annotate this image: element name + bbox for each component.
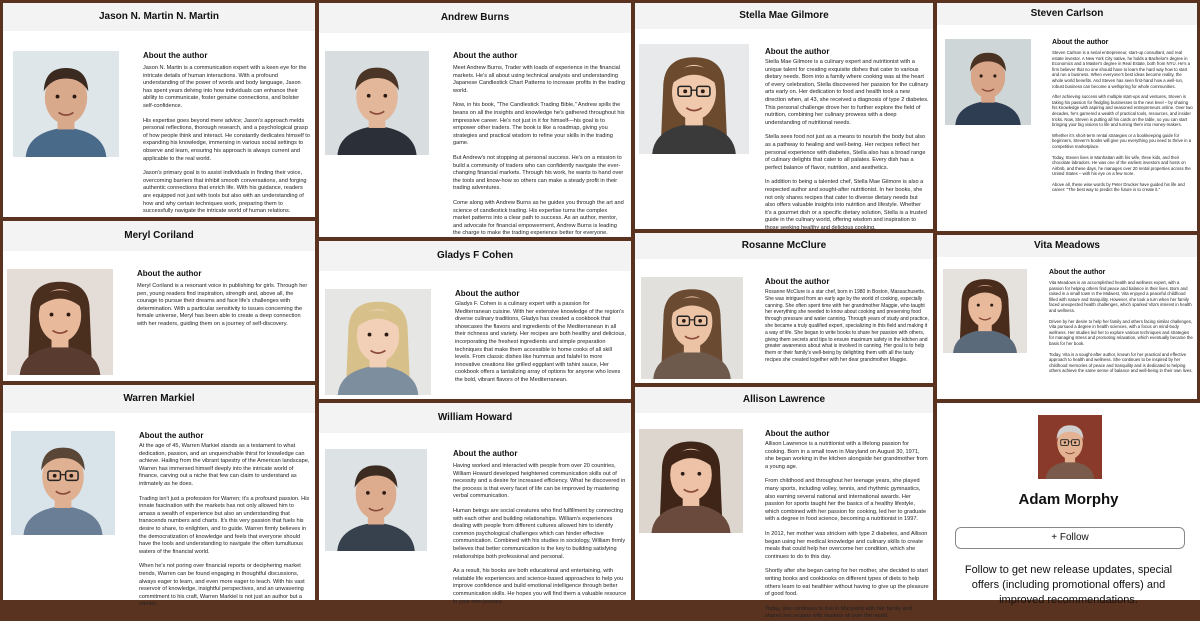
bio-paragraph: Stella Mae Gilmore is a culinary expert and nutritionist with a unique talent for creating exquisite dishes that cater to various dietary needs. Born into a family where cooking was at the heart of every celebration, Stella discovered her passion for the culinary arts early on. Her dedication to food and health took a new direction when, at 43, she received a diagnosis of type 2 diabetes. This personal challenge drove her to further explore the field of nutrition, combining her culinary prowess with a deep understanding of nutritional needs. [765, 59, 929, 126]
bio-paragraph: But Andrew's not stopping at personal success. He's on a mission to build a community of traders who can confidently navigate the ever-changing financial markets. Through his work, he wants to hand over the tools and know-how so others can make a steady profit in their trading adventures. [453, 154, 624, 192]
author-card-jason [3, 3, 315, 217]
bio-paragraph: Having worked and interacted with people from over 20 countries, William Howard developed heightened communication skills out of necessity and a desire for increased efficiency. What he discovered in the process is that every facet of life can be improved by mastering verbal communication. [453, 463, 626, 500]
bio-paragraph: Human beings are social creatures who find fulfillment by connecting with each other and building relationships. William's experiences dealing with people from different cultures allowed him to identify common psychological challenges which can hinder effective communication. Combined with his studies in sociology, William firmly believes that better communication is the key to building satisfying relationships both professional and personal. [453, 507, 626, 560]
bio-paragraph: Now, in his book, "The Candlestick Trading Bible," Andrew spills the beans on all the insights and knowledge he's gathered throughout his impressive career. He's not just in it for himself—his goal is to empower other traders. The book is like a roadmap, giving you strategies and practical wisdom to refine your skills in the trading game. [453, 102, 625, 147]
author-card-vita [937, 235, 1197, 399]
bio-paragraph: Come along with Andrew Burns as he guides you through the art and science of candlestick trading. His expertise turns the complex market patterns into a clear path to success. As an author, mentor, and advocate for financial empowerment, Andrew Burns is leading the charge to make the trading experience better for everyone. [453, 199, 624, 237]
author-name: Vita Meadows [937, 235, 1197, 257]
bio-paragraph: From childhood and throughout her teenage years, she played many sports, including volley, tennis, and rhythmic gymnastics, also earning several national and international awards. Her passion for sports taught her the basics of a healthy lifestyle, which combined with her passion for cooking, led her to graduate with a degree in food science, becoming a nutritionist in 1997. [765, 478, 927, 523]
author-bio [455, 301, 627, 397]
bio-paragraph: Rosanne McClure is a star chef, born in 1980 in Boston, Massachusetts. She was intrigued from an early age by the world of cooking, especially canning. She often spent time with her grandmother Maggie, who taught her everything she needed to know about cooking and preserving food through pressure and water canning. Through years of study and practice, she became a truly qualified expert, specializing in this field and making it a way of life. She began to write books to share her passion with others, giving them secrets and tips to ensure maximum safety in the kitchen and greater awareness about what is involved in canning. Her goal is to help them or their family's well-being by delighting them with all the tasty recipes she created together with her dear grandmother Maggie. [765, 289, 929, 363]
bio-paragraph: Shortly after she began caring for her mother, she decided to start writing books and cookbooks on different types of diets to help others learn to eat healthier without having to give up the pleasure of good food. [765, 568, 929, 598]
bio-paragraph: After achieving success with multiple start-ups and ventures, Steven is taking his passion for fledgling businesses to the next level – by sharing his knowledge with aspiring and seasoned entrepreneurs online. Over two decades, he's garnered a wealth of practical tools, resources, and insider tricks. Now, Steven is putting all his cards on the table, so you can start bringing your big visions to life and turning them into money-makers. [1052, 94, 1193, 128]
author-name: Allison Lawrence [635, 387, 933, 413]
author-bio [137, 283, 309, 378]
bio-paragraph: Above all, these wise words by Peter Drucker have guided his life and career: "The best way to predict the future is to create it." [1052, 181, 1185, 193]
author-photo [11, 431, 115, 535]
bio-paragraph: In 2012, her mother was stricken with type 2 diabetes, and Allison began using her medical knowledge and culinary skills to create meals that could help her overcome her condition, which she continues to do to this day. [765, 530, 928, 560]
bio-paragraph: As a result, his books are both educational and entertaining, with relatable life experiences and science-based approaches to help you improve confidence and build emotional intelligence through better communication skills. He hopes you will find them a valuable resource in your own journey. [453, 568, 627, 605]
author-card-gladys [319, 241, 631, 399]
bio-paragraph: Vita Meadows is an accomplished health and wellness expert, with a passion for helping others find peace and balance in their lives. Born and raised in a small town in the Midwest, Vita enjoyed a peaceful childhood filled with nature and tranquility. However, she took a turn when her family faced unexpected health challenges, which sparked Vita's interest in health and wellness. [1049, 280, 1192, 313]
about-heading: About the author [765, 277, 830, 286]
author-card-meryl [3, 221, 315, 381]
bio-paragraph: Meryl Coriland is a resonant voice in publishing for girls. Through her pen, young readers find inspiration, strength and, above all, the courage to pursue their dreams and face life's challenges with determination. With a particular sensitivity to issues concerning the female universe, Meryl has been able to create a deep connection with her readers, guiding them on a journey of self-discovery. [137, 283, 308, 327]
bio-paragraph: Today, Vita is a sought-after author, known for her practical and effective approach to health and wellness. She continues to be inspired by her childhood memories of peace and tranquility and is dedicated to helping others achieve the same sense of balance and well-being in their own lives. [1049, 351, 1193, 374]
bio-paragraph: Driven by her desire to help her family and others facing similar challenges, Vita pursued a degree in health sciences, with a focus on mind-body wellness. Her studies led her to explore various techniques and strategies for managing stress and promoting relaxation, which eventually became the basis for her book. [1049, 318, 1193, 346]
author-avatar[interactable] [1038, 415, 1102, 479]
follow-button[interactable]: + Follow [955, 527, 1185, 549]
author-bio [453, 65, 625, 235]
author-name: Rosanne McClure [635, 233, 933, 259]
author-photo [13, 51, 119, 157]
bio-paragraph: Today, she continues to live in Maryland with her family and shares her recipes with readers all over the world. [765, 605, 912, 620]
author-card-stella [635, 3, 933, 229]
bio-paragraph: Gladys F. Cohen is a culinary expert with a passion for Mediterranean cuisine. With her extensive knowledge of the region's diverse culinary traditions, Gladys has created a cookbook that showcases the flavors and ingredients of the Mediterranean in all their richness and variety. Her recipes are both healthy and delicious, incorporating the freshest ingredients and simple preparation techniques that make them accessible to home cooks of all skill levels. From classic dishes like hummus and falafel to more innovative creations like grilled eggplant with tahini sauce, Her cookbook offers a tantalizing array of options for anyone who loves the bold, vibrant flavors of the Mediterranean. [455, 301, 626, 383]
bio-paragraph: Trading isn't just a profession for Warren; it's a profound passion. His innate fascination with the markets has not only allowed him to amass a wealth of experience but also an understanding that transcends numbers and charts. It's this very passion that fuels his desire to share, to enlighten, and to guide. Warren firmly believes in the democratization of knowledge and feels that everyone should have the tools and understanding to navigate the often tumultuous waters of the financial world. [139, 495, 310, 555]
author-card-steven [937, 3, 1197, 231]
bio-paragraph: Jason N. Martin is a communication expert with a keen eye for the intricate details of human interactions. With a profound understanding of the power of words and body language, Jason has spent years delving into how individuals can enhance their ability to communicate, foster genuine connections, and bolster self-confidence. [143, 65, 307, 109]
about-heading: About the author [455, 289, 520, 298]
author-card-warren [3, 385, 315, 608]
author-bio [765, 441, 929, 620]
about-heading: About the author [1049, 269, 1106, 276]
author-card-rosanne [635, 233, 933, 383]
bio-paragraph: Steven Carlson is a serial entrepreneur, start-up consultant, and real estate investor. A New York City native, he holds a Bachelor's degree in Economics and a Master's degree in Real Estate, both from NYU. He's a firm believer that no one should have to learn the hard way how to start and run a business. When everyone's best ideas become reality, the whole world benefits. And Steven has seen first-hand how a well-run, robust business can become a wellspring for whole communities. [1052, 50, 1191, 89]
author-name: Gladys F Cohen [319, 241, 631, 271]
bio-paragraph: Jason's primary goal is to assist individuals in finding their voice, overcoming barriers that inhibit smooth conversations, and forging authentic connections that enrich life. With his guidance, readers are equipped not just with tools but also with an understanding of how and why certain techniques work, preparing them to successfully navigate the intricate world of human relations. [143, 170, 307, 215]
about-heading: About the author [139, 431, 204, 440]
author-bio [143, 65, 311, 215]
bio-paragraph: In addition to being a talented chef, Stella Mae Gilmore is also a respected author and sought-after nutritionist. In her books, she not only shares recipes that cater to diverse dietary needs but also offers valuable insights into nutrition and lifestyle. Whether it's a gourmet dish or a specific dietary solution, Stella is a trusted guide in the culinary world, offering wisdom and inspiration to those seeking healthy and delicious cooking. [765, 179, 927, 231]
author-card-william [319, 403, 631, 605]
bio-paragraph: Meet Andrew Burns, Trader with loads of experience in the financial markets. He's all about using technical analysis and understanding Japanese Candlestick Chart Patterns to increase profits in the trading world. [453, 65, 625, 94]
author-name: William Howard [319, 403, 631, 433]
author-name: Meryl Coriland [3, 221, 315, 251]
author-bio [139, 443, 311, 608]
author-photo [325, 289, 431, 395]
author-name: Andrew Burns [319, 3, 631, 33]
bio-paragraph: His expertise goes beyond mere advice; Jason's approach melds personal reflections, thorough research, and a psychological grasp of how people think and interact. He constantly dedicates himself to expanding his knowledge, immersing in various social settings to observe and learn, ensuring his approach is always current and applicable to the real world. [143, 117, 310, 162]
author-bio [765, 59, 929, 231]
author-card-allison [635, 387, 933, 620]
about-heading: About the author [765, 429, 830, 438]
about-heading: About the author [765, 47, 830, 56]
bio-paragraph: Today, Steven lives in Manhattan with his wife, three kids, and their chocolate labradors. He was one of the earliest investors and hosts on Airbnb, and these days, he manages over 20 rental properties across the United States – with his eye on a few more. [1052, 154, 1191, 177]
author-photo [639, 47, 749, 151]
author-name: Warren Markiel [3, 385, 315, 413]
author-name: Jason N. Martin N. Martin [3, 3, 315, 31]
follow-message: Follow to get new release updates, special offers (including promotional offers) and improved recommendations. [964, 564, 1173, 606]
bio-paragraph: Allison Lawrence is a nutritionist with a lifelong passion for cooking. Born in a small town in Maryland on August 30, 1971, she began working in the kitchen alongside her grandmother from a young age. [765, 441, 928, 470]
author-bio [453, 463, 627, 605]
author-bio [1049, 280, 1194, 396]
author-photo [325, 51, 429, 155]
about-heading: About the author [1052, 39, 1109, 46]
author-photo [639, 429, 743, 533]
author-bio [1052, 50, 1194, 228]
author-photo [7, 269, 113, 375]
bio-paragraph: Stella sees food not just as a means to nourish the body but also as a pathway to healing and well-being. Her recipes reflect her personal experience with diabetes, Stella also has a broad range of culinary delights that cater to all palates. Every dish has a perfect balance of flavor, nutrition, and aesthetics. [765, 134, 926, 171]
follow-panel [937, 403, 1200, 606]
author-photo [643, 277, 741, 379]
about-heading: About the author [137, 269, 202, 278]
about-heading: About the author [143, 51, 208, 60]
author-card-andrew [319, 3, 631, 237]
bio-paragraph: At the age of 45, Warren Markiel stands as a testament to what dedication, passion, and an unquenchable thirst for knowledge can achieve. Hailing from the vibrant tapestry of the American landscape, Warren has immersed himself deeply into the intricate world of finance, carving out a niche that few can claim to understand as intimately as he does. [139, 443, 310, 487]
author-photo [325, 449, 427, 551]
author-name: Stella Mae Gilmore [635, 3, 933, 29]
about-heading: About the author [453, 449, 518, 458]
bio-paragraph: When he's not poring over financial reports or deciphering market trends, Warren can be found engaging in thoughtful discussions, always eager to learn, and even more eager to teach. With his vast reservoir of knowledge, insightful perspectives, and an unwavering commitment to his craft, Warren Markiel is not just an author but a mentor. [139, 563, 305, 608]
follow-author-name[interactable]: Adam Morphy [1018, 491, 1119, 508]
author-name: Steven Carlson [937, 3, 1197, 25]
author-photo [943, 269, 1027, 353]
author-bio [765, 289, 929, 381]
about-heading: About the author [453, 51, 518, 60]
author-photo [945, 39, 1031, 125]
bio-paragraph: Whether it's short-term rental strategies or a bookkeeping guide for beginners, Steven's books will give you everything you need to thrive in a competitive marketplace. [1052, 132, 1192, 149]
